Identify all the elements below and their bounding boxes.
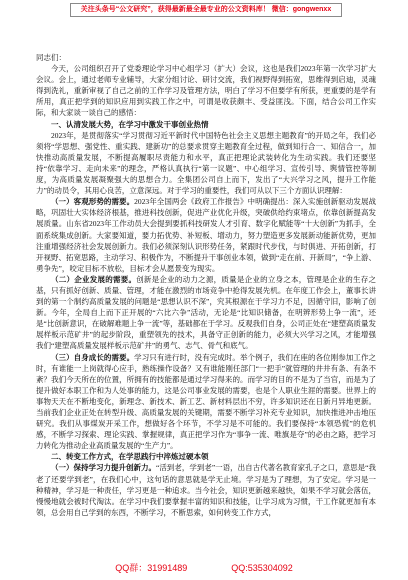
salutation: 同志们： <box>36 53 66 62</box>
section-intro-paragraph: 2023年，是贯彻落实“学习贯彻习近平新时代中国特色社会主义思想主题教育”的开局之年，我们必须将“学思想、强党性、重实践、建新功”的总要求贯穿主题教育全过程，做到知行合一、知信合一，加快推动高质量发展，不断提高履职尽责能力和水平，真正把理论武装转化为生动实践。我们还要坚持“依靠学习、走向未来”的理念，严格认真执行“第一议题”、中心组学习、宣传引导、舆情管控等制度，为高质量发展凝聚强大的思想合力。全集团公司自上而下，发出了“大兴学习之风，提升工作能力”的动员令，其用心良苦，立意深远。对于学习的重要性，我们可从以下三个方面认识理解： <box>36 130 376 196</box>
intro-paragraph: 今天，公司组织召开了党委理论学习中心组学习（扩大）会议，这也是我们2023年第一次学习扩大会议。会上，通过老师专业辅导，大家分组讨论、研讨交流，我们视野得到拓宽，思维得到启迪，灵魂得到洗礼，重新审视了自己之前的工作学习及管理方法，明白了学习不但要学有所获，更重要的是学有所用，真正把学到的知识应用到实践工作之中，可谓是收获颇丰、受益匪浅。下面，结合公司工作实际，和大家谈一谈自己的感悟： <box>36 64 376 118</box>
subsection-title: （一）保持学习力提升创新力。 <box>51 463 156 473</box>
contact-footer <box>0 561 408 575</box>
subsection-title: （二）企业发展的需要。 <box>51 274 137 284</box>
qq-number: QQ:535304092 <box>231 563 293 573</box>
promo-banner <box>70 3 342 17</box>
subsection-text: 学习只有进行时，没有完成时。举个例子，我们在座的各位刚参加工作之时，有谁能一上岗就得心应手，熟练操作设备？又有谁能刚任部门“一把手”就管理的井井有条、有条不紊？我们今天所在的位置，所拥有的技能都是通过学习得来的。而学习的目的不是为了当官，而是为了提升做好本职工作和为人处事的能力，这是公司事业发展的需要，也是个人职业生涯的需要。世界上的事物天天在不断地变化，新理念、新技术、新工艺、新材料层出不穷，许多知识还在日新月异地更新。当前我们企业正处在转型升级、高质量发展的关键期，需要不断学习补充专业知识，加快推进冲击地压研究。我们从事煤炭开采工作，想做好各个环节，不学习是不可能的。我们要保持“本领恐慌”的危机感，不断学习探索、理论实践、掌握规律，真正把学习作为“事争一流、唯旗是夺”的必由之路，把学习力转化为推动企业高质量发展的“生产力”。 <box>36 352 376 451</box>
promo-banner-text: 关注头条号“公文研究”，获得最新最全最专业的公文资料库！ 微信：gongwenxx <box>80 6 332 13</box>
subsection-paragraph <box>36 274 376 352</box>
subsection-text: 2023年全国两会《政府工作报告》中明确提出：深入实施创新驱动发展战略，巩固壮大实体经济根基，推进科技创新，促进产业优化升级，突破供给约束堵点，依靠创新提高发展质量。山东省2023年工作动员大会提到要抓科技研发人才引育、数字化赋能等“十大创新”为抓手，全面系统集成创新。大家要知道，要力拓优势、补短板、增动力，努力塑造更多发展新动能新优势，更加注重增强经济社会发展创新力。我们必须深刻认识形势任务，紧跟时代步伐，与时俱进、开拓创新，打开视野、拓宽思路，主动学习、积极作为，不断提升干事创业本领，做到“走在前、开新局”，“争上游、勇争先”，咬定目标不放松，目标才会从愿景变为现实。 <box>36 197 376 273</box>
subsection-text: “活到老，学到老”一语，出自古代著名教育家孔子之口，意思是“我老了还要学到老”，在我们心中，这句话的意思就是学无止境。学习是为了理想，为了安定。学习是一种精神，学习是一种责任，学习更是一种追求。当今社会，知识更新越来越快，如果不学习就会落伍，慢慢地就会被时代淘汰。在学习中我们要掌握丰富的知识和技能，让学习成为习惯，干工作就更加有本领，总会用自己学到的东西，不断学习，不断思索，如何转变工作方式， <box>36 463 376 517</box>
section-heading: 一、认清发展大势，在学习中激发干事创业热情 <box>51 119 209 129</box>
subsection-title: （三）自身成长的需要。 <box>51 352 135 362</box>
subsection-paragraph <box>36 196 376 274</box>
qq-group-number: QQ群：31991489 <box>115 563 188 573</box>
document-body <box>36 52 376 555</box>
subsection-text: 创新是企业的动力之源，质量是企业的立身之本，管理是企业的生存之基，只有抓好创新、质量、管理，才能在激烈的市场竞争中抢得发展先机。在年度工作会上，董事长讲到的第一个制约高质量发展的问题是“思想认识不深”，究其根源在于学习力不足，因循守旧，影响了创新。今年，全局自上而下正开展的“六比六争”活动，无论是“比知识储备，在明辨形势上争一流”，还是“比创新意识，在破解难题上争一流”等，基础都在于学习。反观我们自身，公司正处在“建塑高质量发展样板示范矿井”的起步阶段，重塑领先的技术，具备守正创新的能力，必须大兴学习之风，才能增强我们“建塑高质量发展样板示范矿井”的勇气、志气、骨气和底气。 <box>36 274 376 351</box>
subsection-title: （一）客观形势的需要。 <box>51 197 135 207</box>
subsection-paragraph <box>36 462 376 517</box>
section-heading: 二、转变工作方式，在学思践行中淬炼过硬本领 <box>51 452 209 462</box>
subsection-paragraph <box>36 352 376 452</box>
